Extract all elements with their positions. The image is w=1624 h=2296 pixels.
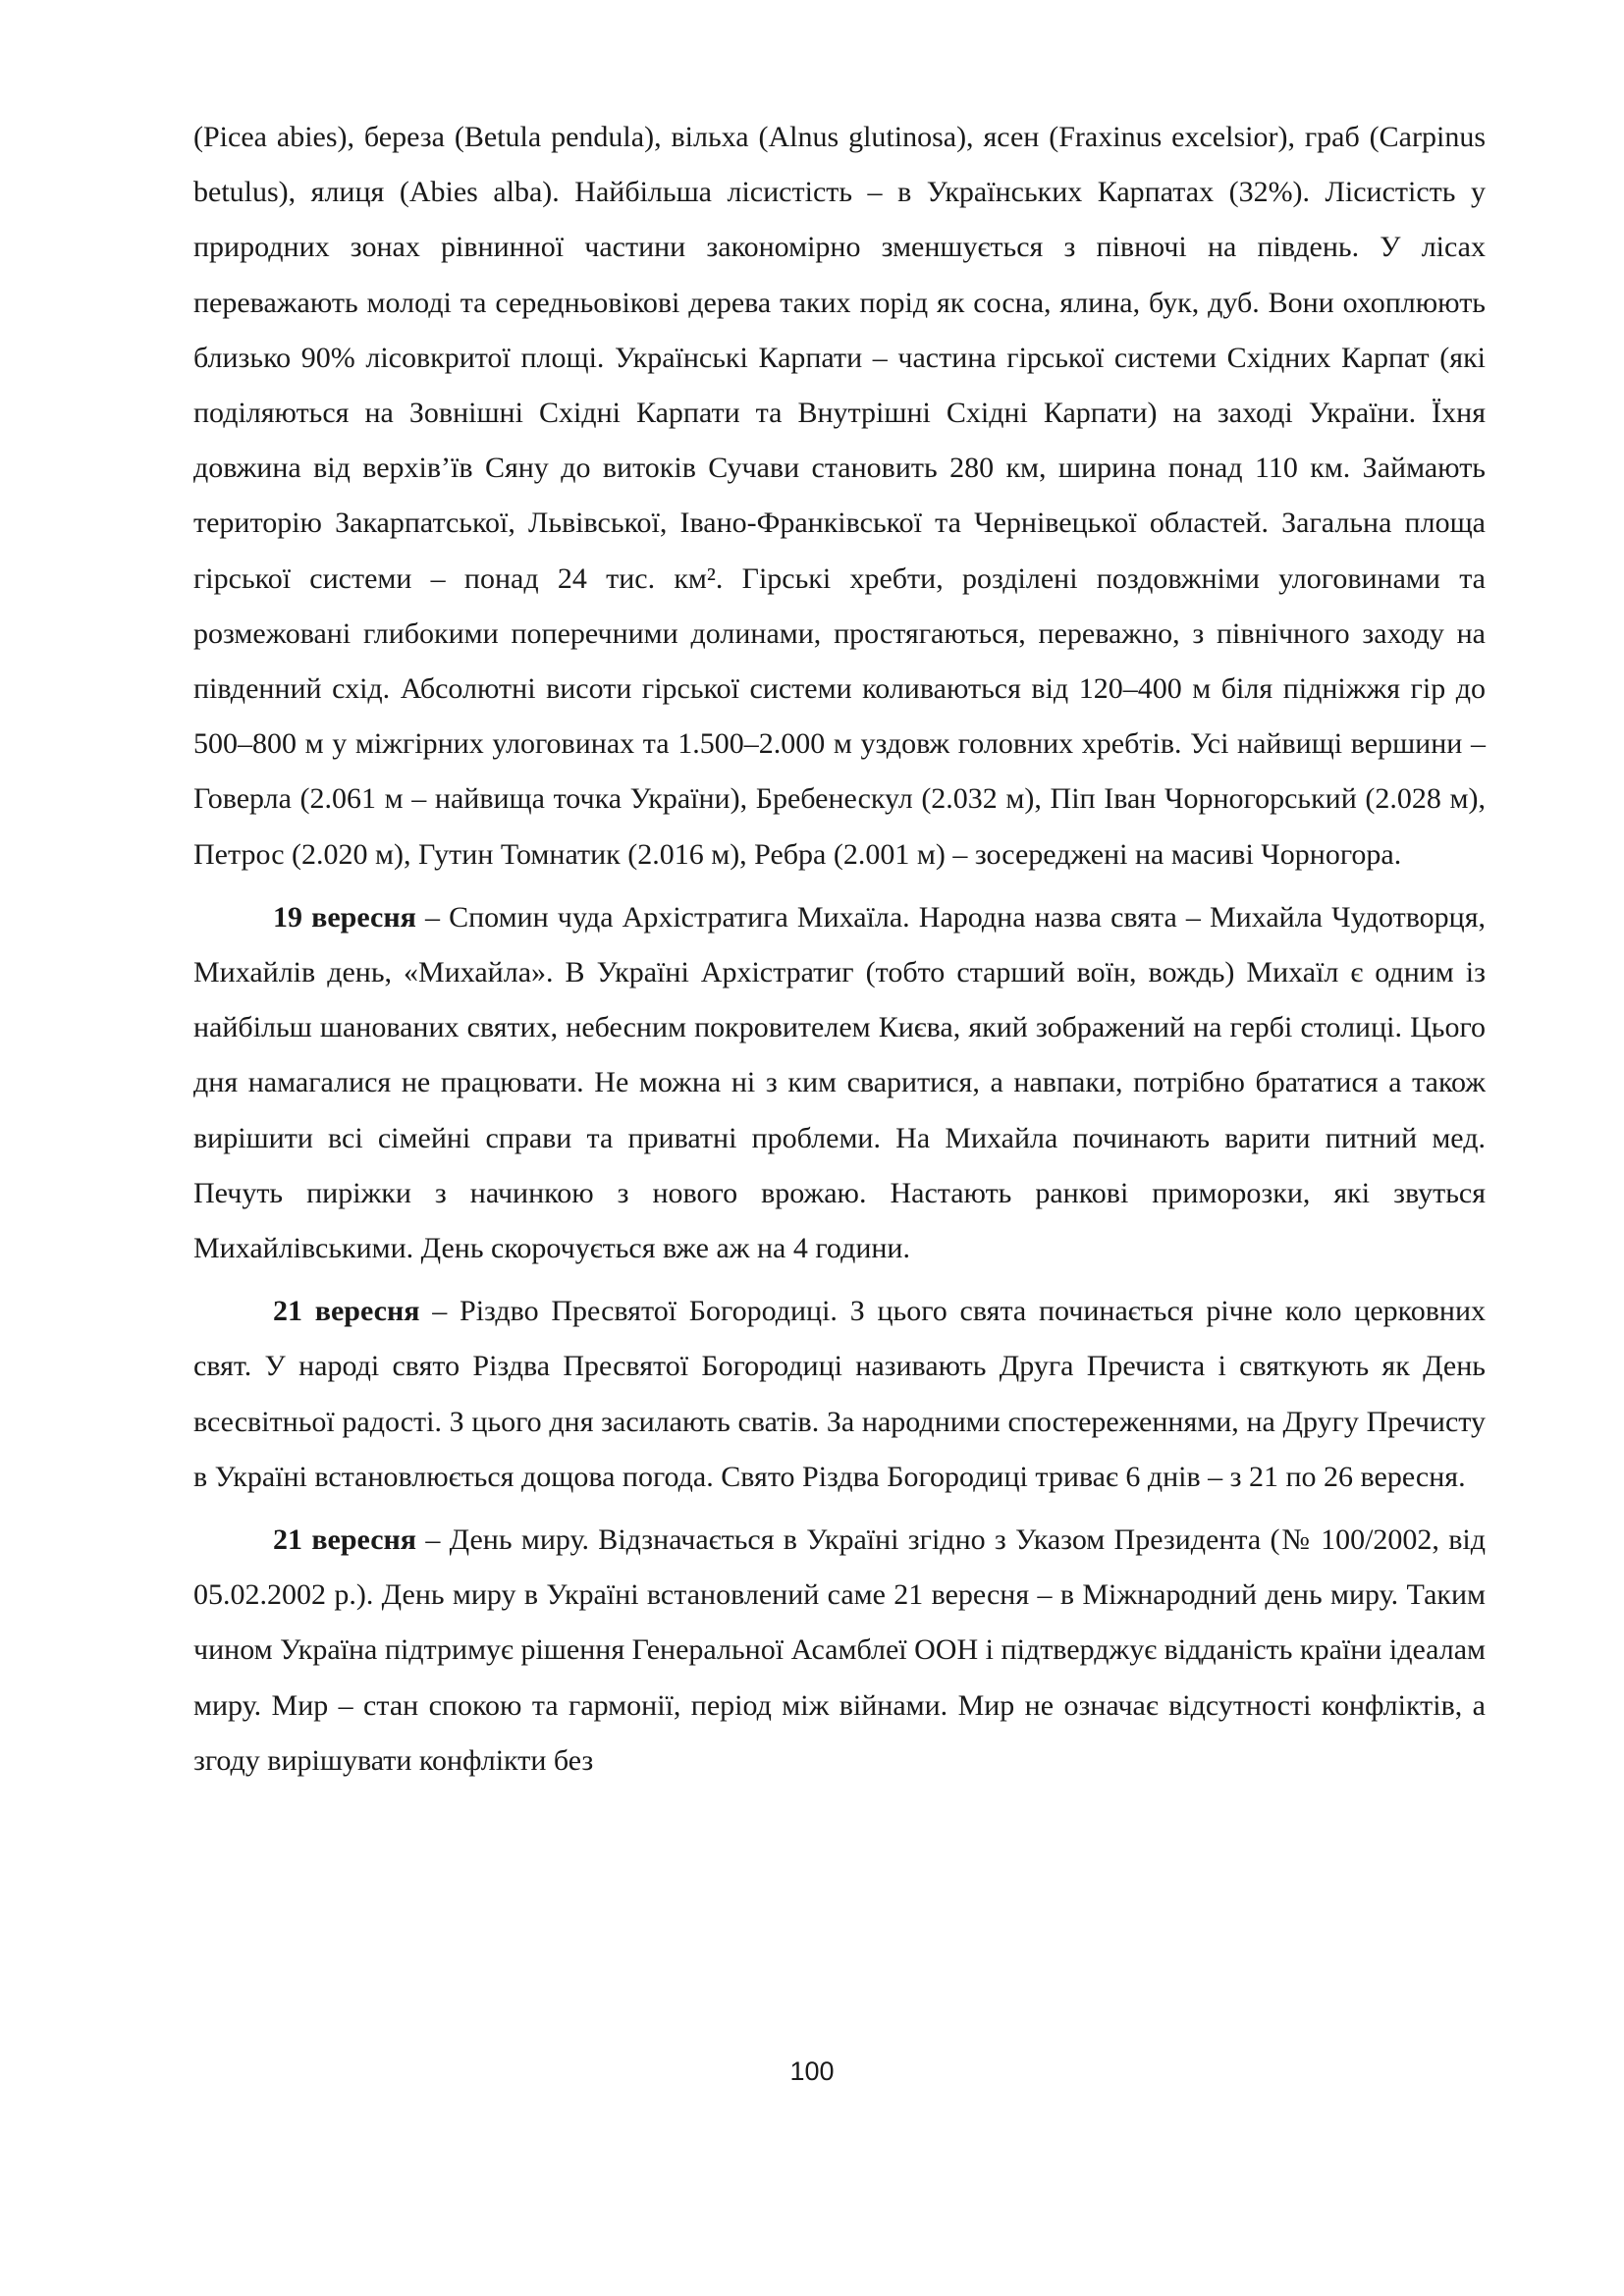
paragraph-text: – Різдво Пресвятої Богородиці. З цього свята починається річне коло церковних свят. У народі свято Різдва Пресвятої Богородиці називають Друга Пречиста і святкують як День всесвітньої радості. З цього дня засилають сватів. За народними спостереженнями, на Другу Пречисту в Україні встановлюється дощова погода. Свято Різдва Богородиці триває 6 днів – з 21 по 26 вересня. xyxy=(193,1295,1487,1493)
paragraph-text: – День миру. Відзначається в Україні згідно з Указом Президента (№ 100/2002, від 05.02.2002 р.). День миру в Україні встановлений саме 21 вересня – в Міжнародний день миру. Таким чином Україна підтримує рішення Генеральної Асамблеї ООН і підтверджує відданість країни ідеалам миру. Мир – стан спокою та гармонії, період між війнами. Мир не означає відсутності конфліктів, а згоду вирішувати конфлікти без xyxy=(193,1523,1486,1777)
document-body xyxy=(193,110,1486,1796)
paragraph-sept-21-peace-day xyxy=(193,1513,1486,1789)
paragraph-sept-21-nativity xyxy=(193,1284,1486,1505)
paragraph-text: (Picea abies), береза (Betula pendula), вільха (Alnus glutinosa), ясен (Fraxinus excelsior), граб (Carpinus betulus), ялиця (Abies alba). Найбільша лісистість – в Українських Карпатах (32%). Лісистість у природних зонах рівнинної частини закономірно зменшується з півночі на південь. У лісах переважають молоді та середньовікові дерева таких порід як сосна, ялина, бук, дуб. Вони охоплюють близько 90% лісовкритої площі. Українські Карпати – частина гірської системи Східних Карпат (які поділяються на Зовнішні Східні Карпати та Внутрішні Східні Карпати) на заході України. Їхня довжина від верхів’їв Сяну до витоків Сучави становить 280 км, ширина понад 110 км. Займають територію Закарпатської, Львівської, Івано-Франківської та Чернівецької областей. Загальна площа гірської системи – понад 24 тис. км². Гірські хребти, розділені поздовжніми улоговинами та розмежовані глибокими поперечними долинами, простягаються, переважно, з північного заходу на південний схід. Абсолютні висоти гірської системи коливаються від 120–400 м біля підніжжя гір до 500–800 м у міжгірних улоговинах та 1.500–2.000 м уздовж головних хребтів. Усі найвищі вершини – Говерла (2.061 м – найвища точка України), Бребенескул (2.032 м), Піп Іван Чорногорський (2.028 м), Петрос (2.020 м), Гутин Томнатик (2.016 м), Ребра (2.001 м) – зосереджені на масиві Чорногора. xyxy=(193,121,1486,871)
page-number: 100 xyxy=(789,2056,835,2086)
paragraph-sept-19 xyxy=(193,890,1486,1276)
paragraph-date: 21 вересня xyxy=(273,1523,417,1557)
paragraph-forests-carpathians xyxy=(193,110,1486,882)
paragraph-date: 19 вересня xyxy=(273,900,416,934)
paragraph-date: 21 вересня xyxy=(273,1295,420,1328)
paragraph-text: – Спомин чуда Архістратига Михаїла. Народна назва свята – Михайла Чудотворця, Михайлів день, «Михайла». В Україні Архістратиг (тобто старший воїн, вождь) Михаїл є одним із найбільш шанованих святих, небесним покровителем Києва, який зображений на гербі столиці. Цього дня намагалися не працювати. Не можна ні з ким сваритися, а навпаки, потрібно брататися а також вирішити всі сімейні справи та приватні проблеми. На Михайла починають варити питний мед. Печуть пиріжки з начинкою з нового врожаю. Настають ранкові приморозки, які звуться Михайлівськими. День скорочується вже аж на 4 години. xyxy=(193,900,1487,1265)
